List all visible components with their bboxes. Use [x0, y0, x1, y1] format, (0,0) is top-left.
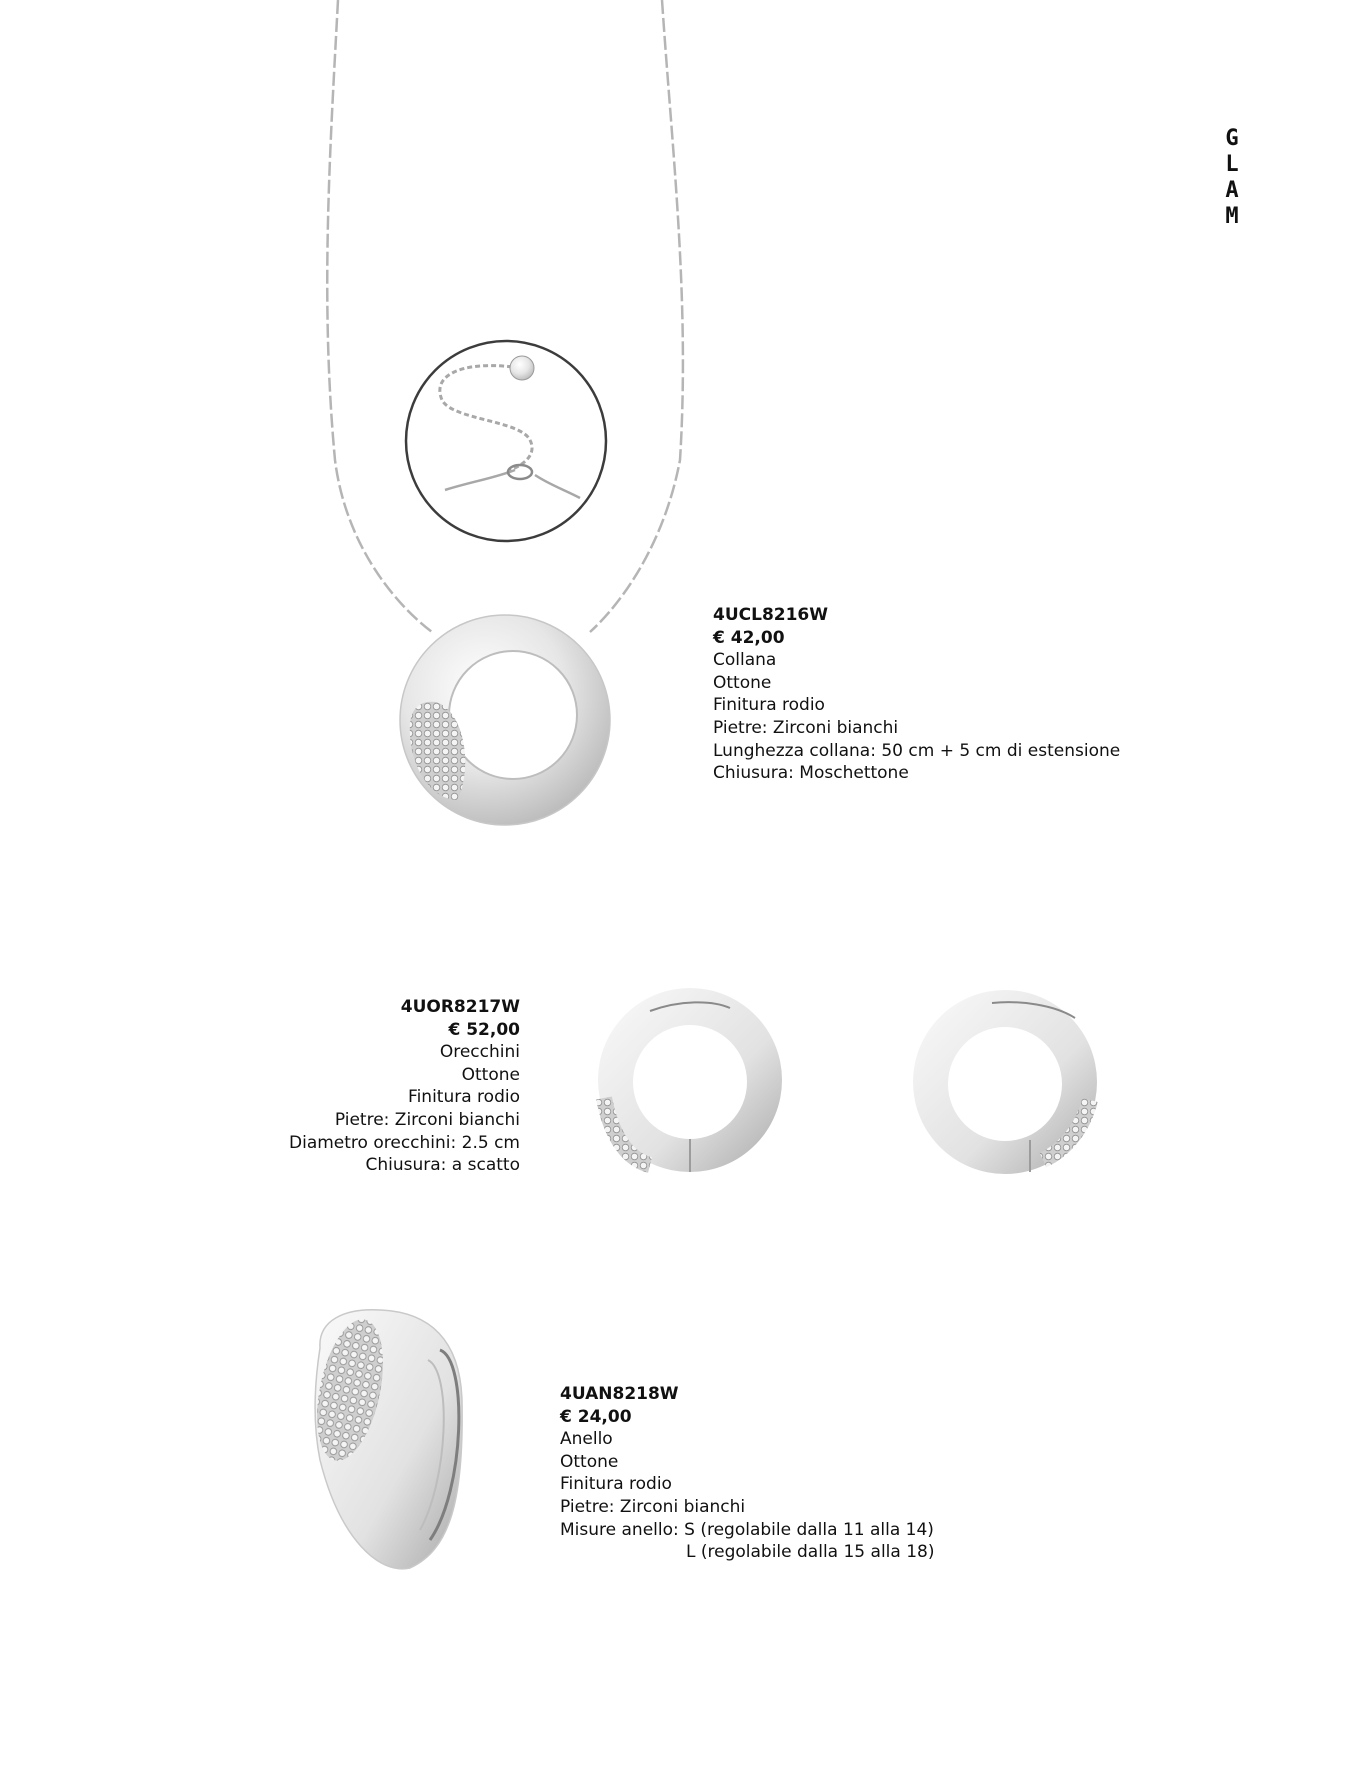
product-price: € 42,00: [713, 627, 785, 648]
product-type: Collana: [713, 650, 777, 671]
collection-label-letter: M: [1225, 204, 1239, 229]
product-length: Lunghezza collana: 50 cm + 5 cm di estensione: [713, 740, 1121, 761]
product-stones: Pietre: Zirconi bianchi: [334, 1109, 520, 1130]
product-material: Ottone: [713, 672, 772, 693]
clasp-detail-icon: [406, 341, 606, 541]
product-code: 4UCL8216W: [713, 605, 829, 625]
product-stones: Pietre: Zirconi bianchi: [560, 1496, 746, 1517]
product-finish: Finitura rodio: [713, 695, 825, 716]
product-stones: Pietre: Zirconi bianchi: [713, 717, 899, 738]
ring: [306, 1310, 462, 1569]
collection-label-letter: L: [1225, 152, 1239, 177]
product-earrings-info: [200, 996, 520, 1177]
product-sizes-continued: L (regolabile dalla 15 alla 18): [686, 1542, 935, 1563]
earring-left: [598, 988, 782, 1172]
product-finish: Finitura rodio: [408, 1087, 520, 1108]
product-diameter: Diametro orecchini: 2.5 cm: [289, 1132, 520, 1153]
product-material: Ottone: [560, 1451, 619, 1472]
product-material: Ottone: [461, 1064, 520, 1085]
product-ring-info: [560, 1383, 934, 1564]
product-price: € 24,00: [560, 1406, 632, 1427]
product-clasp: Chiusura: a scatto: [365, 1155, 520, 1176]
collection-label-vertical: [1220, 126, 1244, 230]
product-sizes: Misure anello: S (regolabile dalla 11 alla 14): [560, 1519, 934, 1540]
product-clasp: Chiusura: Moschettone: [713, 763, 909, 784]
collection-label-letter: A: [1225, 178, 1239, 203]
earring-right: [913, 990, 1097, 1174]
necklace-pendant: [400, 615, 610, 825]
product-code: 4UAN8218W: [560, 1384, 679, 1404]
product-type: Anello: [560, 1429, 613, 1450]
product-finish: Finitura rodio: [560, 1474, 672, 1495]
product-type: Orecchini: [439, 1042, 520, 1063]
product-necklace-info: [713, 604, 1120, 785]
product-code: 4UOR8217W: [400, 997, 520, 1017]
collection-label-letter: G: [1225, 126, 1239, 151]
product-price: € 52,00: [448, 1019, 520, 1040]
